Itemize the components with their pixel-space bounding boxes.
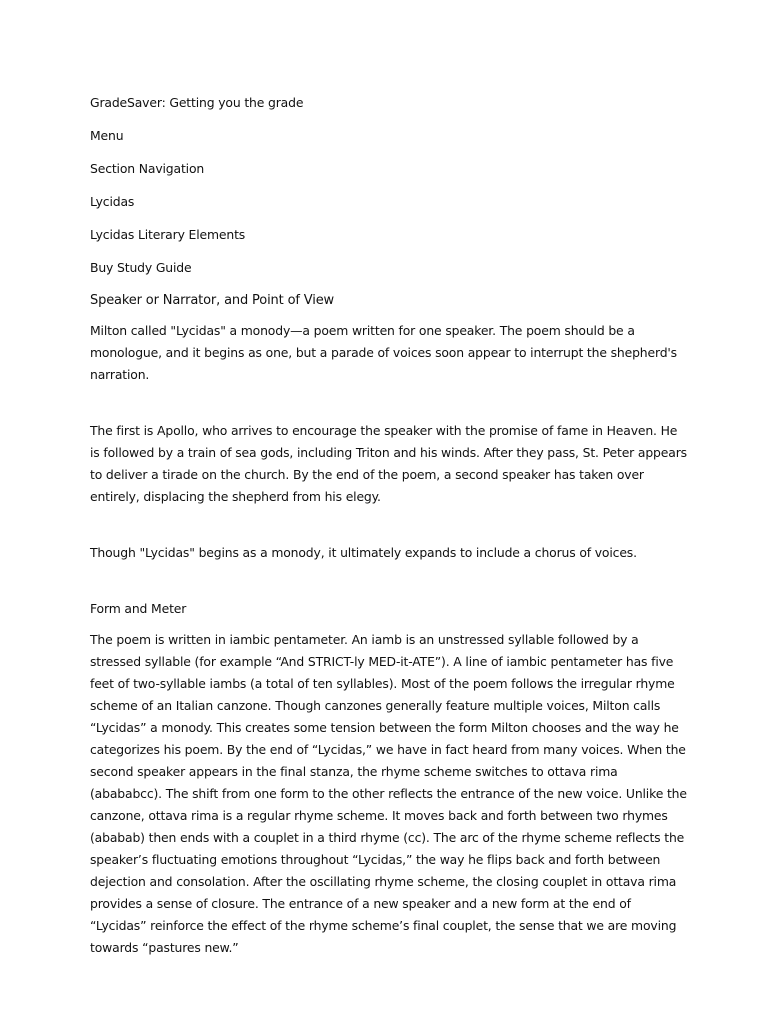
buy-study-guide-link[interactable]: Buy Study Guide: [90, 260, 192, 275]
form-heading: Form and Meter: [90, 601, 187, 616]
paragraph-monody: Milton called "Lycidas" a monody—a poem written for one speaker. The poem should be a monologue, and it begins as one, but a parade of voices soon appear to interrupt the shepherd's narration.: [90, 323, 677, 382]
paragraph-apollo: The first is Apollo, who arrives to encourage the speaker with the promise of fame in Heaven. He is followed by a train of sea gods, including Triton and his winds. After they pass, St. Peter appears to deliver a tirade on the church. By the end of the poem, a second speaker has taken over entirely, displacing the shepherd from his elegy.: [90, 423, 687, 504]
spacer: [90, 386, 690, 420]
spacer: [90, 564, 690, 598]
site-title[interactable]: GradeSaver: Getting you the grade: [90, 95, 304, 110]
section-navigation-link[interactable]: Section Navigation: [90, 161, 205, 176]
article-heading: Speaker or Narrator, and Point of View: [90, 293, 335, 308]
menu-link[interactable]: Menu: [90, 128, 124, 143]
paragraph-chorus: Though "Lycidas" begins as a monody, it ultimately expands to include a chorus of voices.: [90, 545, 637, 560]
spacer: [90, 508, 690, 542]
document-page: [90, 92, 690, 959]
section-link[interactable]: Lycidas Literary Elements: [90, 227, 246, 242]
paragraph-form: The poem is written in iambic pentameter. An iamb is an unstressed syllable followed by a stressed syllable (for example “And STRICT-ly MED-it-ATE”). A line of iambic pentameter has five feet of two-syllable iambs (a total of ten syllables). Most of the poem follows the irregular rhyme scheme of an Italian canzone. Though canzones generally feature multiple voices, Milton calls “Lycidas” a monody. This creates some tension between the form Milton chooses and the way he categorizes his poem. By the end of “Lycidas,” we have in fact heard from many voices. When the second speaker appears in the final stanza, the rhyme scheme switches to ottava rima (abababcc). The shift from one form to the other reflects the entrance of the new voice. Unlike the canzone, ottava rima is a regular rhyme scheme. It moves back and forth between two rhymes (ababab) then ends with a couplet in a third rhyme (cc). The arc of the rhyme scheme reflects the speaker’s fluctuating emotions throughout “Lycidas,” the way he flips back and forth between dejection and consolation. After the oscillating rhyme scheme, the closing couplet in ottava rima provides a sense of closure. The entrance of a new speaker and a new form at the end of “Lycidas” reinforce the effect of the rhyme scheme’s final couplet, the sense that we are moving towards “pastures new.”: [90, 632, 687, 955]
book-link[interactable]: Lycidas: [90, 194, 135, 209]
